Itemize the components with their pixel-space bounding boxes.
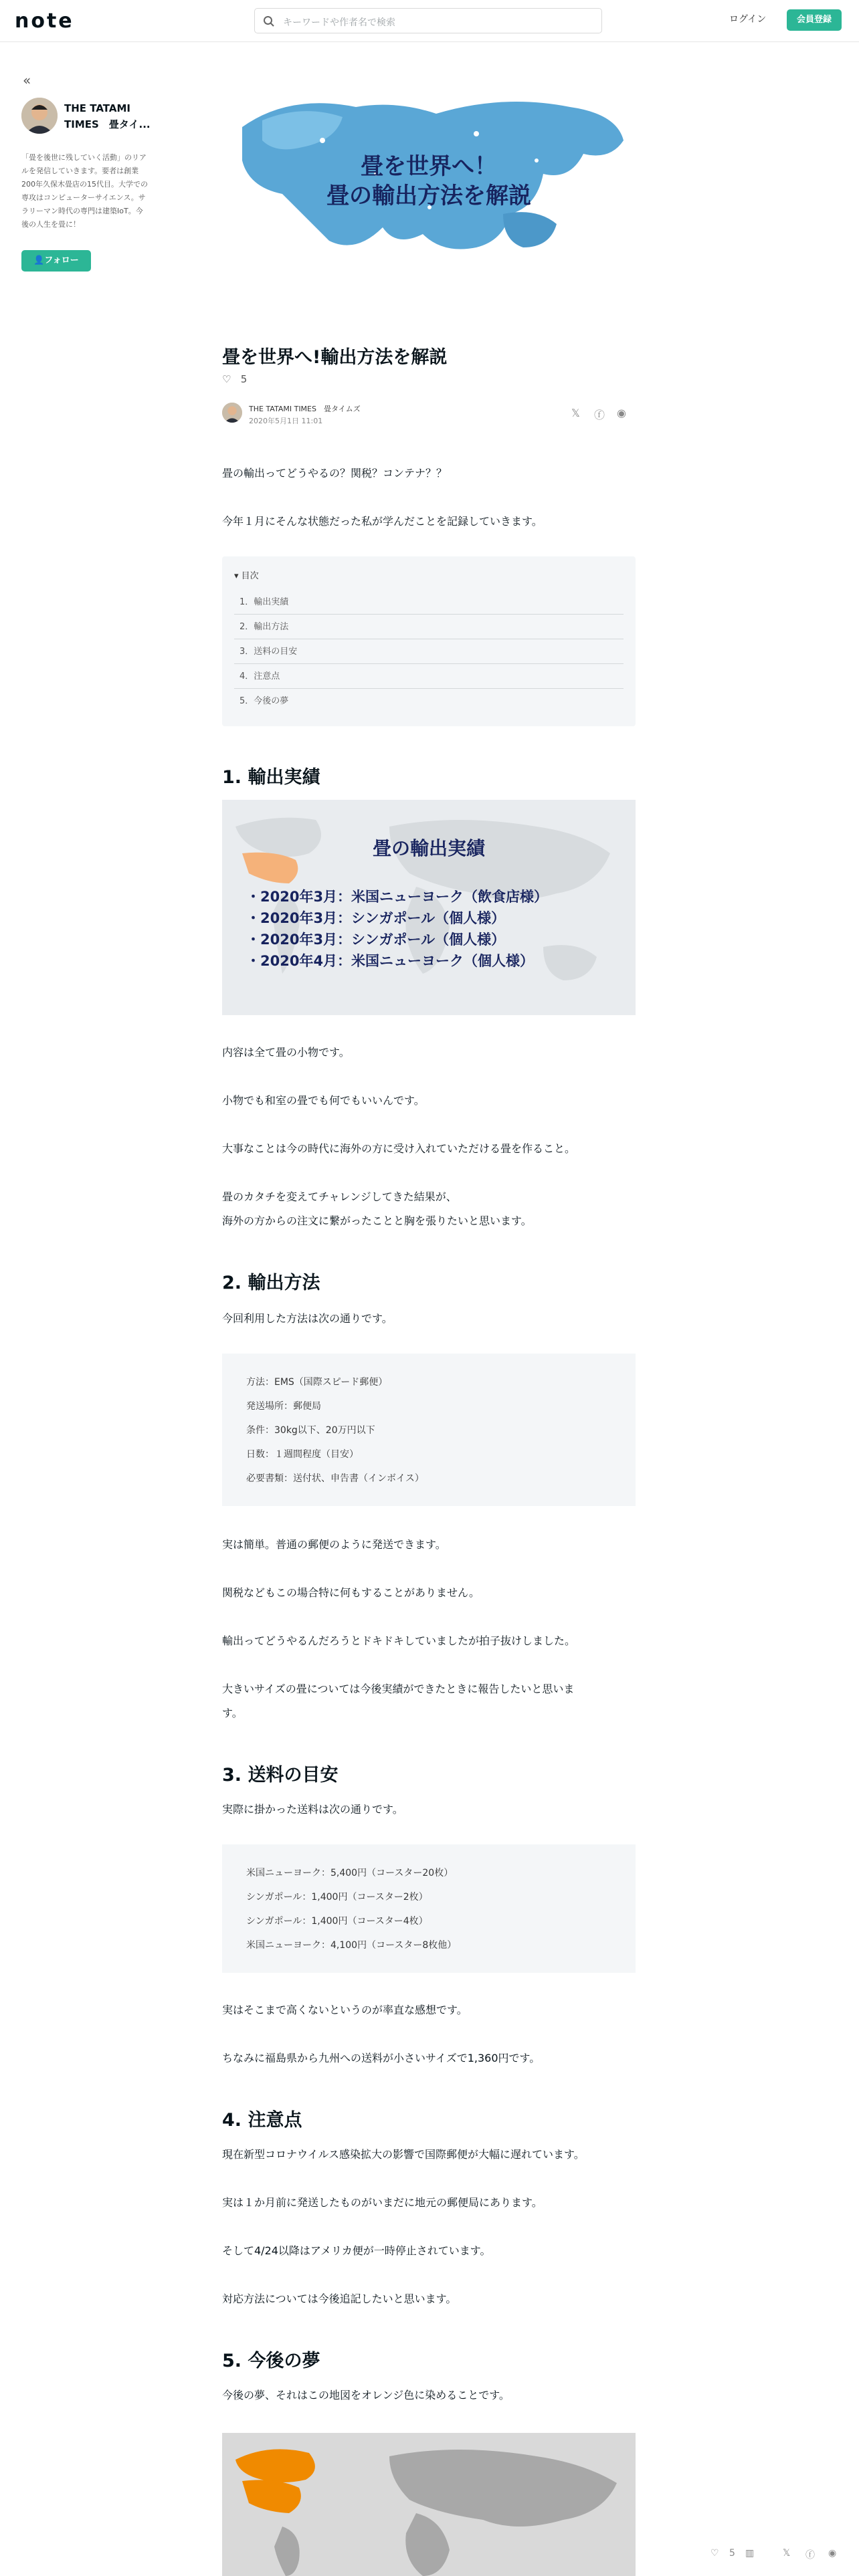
method-line: 日数：１週間程度（目安） <box>246 1449 359 1460</box>
s3-paragraph: 実はそこまで高くないというのが率直な感想です。 <box>222 2004 468 2016</box>
search-input[interactable] <box>254 8 602 33</box>
toc-item[interactable]: 2．輸出方法 <box>234 615 624 639</box>
export-record-line: ・2020年3月：シンガポール（個人様） <box>246 932 506 948</box>
x-share-icon[interactable]: 𝕏 <box>571 407 580 419</box>
login-link[interactable]: ログイン <box>729 14 767 25</box>
s2-paragraph: 大きいサイズの畳については今後実績ができたときに報告したいと思いま <box>222 1683 575 1695</box>
shipping-line: 米国ニューヨーク：5,400円（コースター20枚） <box>246 1868 454 1879</box>
s2-paragraph: 実は簡単。普通の郵便のように発送できます。 <box>222 1538 446 1551</box>
hero-line2: 畳の輸出方法を解説 <box>326 183 531 209</box>
hero-image <box>222 80 636 281</box>
section-5-heading: 5. 今後の夢 <box>222 2351 320 2371</box>
method-line: 条件：30kg以下、20万円以下 <box>246 1425 375 1436</box>
method-line: 必要書類：送付状、申告書（インボイス） <box>246 1473 424 1484</box>
intro-1: 畳の輸出ってどうやるの？関税？コンテナ？？ <box>222 467 448 479</box>
float-line-icon[interactable]: ◉ <box>828 2548 837 2559</box>
author-bio: 「畳を後世に残していく活動」のリアルを発信していきます。要者は創業200年久保木畳店の15代目。大学での専攻はコンピューターサイエンス。サラリーマン時代の専門は建築IoT。今後の人生を畳に！ <box>21 153 148 229</box>
export-record-title: 畳の輸出実績 <box>372 837 486 859</box>
export-record-line: ・2020年3月：米国ニューヨーク（飲食店様） <box>246 889 549 905</box>
float-heart-icon[interactable]: ♡ <box>710 2548 719 2559</box>
float-magazine-icon[interactable]: ▥ <box>745 2548 755 2559</box>
search-icon <box>263 15 275 27</box>
float-facebook-icon[interactable]: ⓕ <box>805 2550 815 2561</box>
section-1-heading: 1. 輸出実績 <box>222 767 320 788</box>
method-line: 発送場所：郵便局 <box>246 1401 321 1412</box>
toc-toggle[interactable]: ▾ 目次 <box>234 571 259 581</box>
author-avatar[interactable] <box>21 98 58 134</box>
search-placeholder: キーワードや作者名で検索 <box>283 17 395 28</box>
future-map-image <box>222 2433 636 2576</box>
facebook-share-icon[interactable]: ⓕ <box>594 409 605 421</box>
s4-paragraph: 対応方法については今後追記したいと思います。 <box>222 2292 457 2305</box>
follow-user-icon: 👤 <box>33 255 45 265</box>
table-of-contents <box>222 556 636 726</box>
like-count[interactable] <box>222 373 247 385</box>
toc-item[interactable]: 4．注意点 <box>234 664 624 689</box>
intro-2: 今年１月にそんな状態だった私が学んだことを記録していきます。 <box>222 515 543 528</box>
toc-title: 目次 <box>241 571 259 581</box>
s2-lead: 今回利用した方法は次の通りです。 <box>222 1312 393 1325</box>
like-count-value: 5 <box>240 373 248 385</box>
shipping-line: シンガポール：1,400円（コースター2枚） <box>246 1892 428 1903</box>
line-share-icon[interactable]: ◉ <box>617 407 626 419</box>
header <box>0 0 859 42</box>
toc-item[interactable]: 1．輸出実績 <box>234 590 624 615</box>
hero-line1: 畳を世界へ！ <box>361 153 497 180</box>
s5-lead: 今後の夢、それはこの地図をオレンジ色に染めることです。 <box>222 2389 510 2401</box>
meta-date: 2020年5月1日 11:01 <box>249 417 323 425</box>
method-box <box>222 1354 636 1506</box>
shipping-line: シンガポール：1,400円（コースター4枚） <box>246 1916 428 1927</box>
s1-paragraph: 畳のカタチを変えてチャレンジしてきた結果が、 <box>222 1190 457 1203</box>
export-record-line: ・2020年3月：シンガポール（個人様） <box>246 910 506 926</box>
article-title: 畳を世界へ!輸出方法を解説 <box>222 347 448 368</box>
section-3-heading: 3. 送料の目安 <box>222 1765 339 1786</box>
section-2-heading: 2. 輸出方法 <box>222 1273 320 1293</box>
meta-avatar[interactable] <box>222 403 242 423</box>
s4-paragraph: そして4/24以降はアメリカ便が一時停止されています。 <box>222 2244 491 2257</box>
author-name[interactable]: THE TATAMI TIMES 畳タイ... <box>64 102 151 130</box>
s2-paragraph: 輸出ってどうやるんだろうとドキドキしていましたが拍子抜けしました。 <box>222 1634 576 1647</box>
toc-item[interactable]: 3．送料の目安 <box>234 639 624 664</box>
meta-author[interactable]: THE TATAMI TIMES 畳タイムズ <box>249 405 361 413</box>
s4-paragraph: 現在新型コロナウイルス感染拡大の影響で国際郵便が大幅に遅れています。 <box>222 2148 585 2161</box>
follow-label: フォロー <box>44 255 79 265</box>
section-4-heading: 4. 注意点 <box>222 2110 302 2131</box>
s1-paragraph: 大事なことは今の時代に海外の方に受け入れていただける畳を作ること。 <box>222 1142 576 1155</box>
s3-paragraph: ちなみに福島県から九州への送料が小さいサイズで1,360円です。 <box>222 2052 541 2064</box>
s2-paragraph: す。 <box>222 1707 243 1719</box>
float-like-count: 5 <box>729 2548 735 2559</box>
heart-icon[interactable]: ♡ <box>222 373 231 385</box>
s3-lead: 実際に掛かった送料は次の通りです。 <box>222 1803 403 1816</box>
export-record-image <box>222 800 636 1015</box>
signup-button[interactable]: 会員登録 <box>787 9 842 31</box>
s1-paragraph: 海外の方からの注文に繋がったことと胸を張りたいと思います。 <box>222 1214 532 1227</box>
float-x-icon[interactable]: 𝕏 <box>783 2548 791 2559</box>
s4-paragraph: 実は１か月前に発送したものがいまだに地元の郵便局にあります。 <box>222 2196 543 2209</box>
shipping-cost-box <box>222 1844 636 1973</box>
toc-item[interactable]: 5．今後の夢 <box>240 696 289 706</box>
s1-paragraph: 内容は全て畳の小物です。 <box>222 1046 350 1059</box>
note-logo[interactable]: note <box>15 9 74 33</box>
export-record-line: ・2020年4月：米国ニューヨーク（個人様） <box>246 953 535 969</box>
collapse-sidebar-icon[interactable]: « <box>23 72 31 88</box>
method-line: 方法：EMS（国際スピード郵便） <box>246 1377 388 1388</box>
shipping-line: 米国ニューヨーク：4,100円（コースター8枚他） <box>246 1940 457 1951</box>
s2-paragraph: 関税などもこの場合特に何もすることがありません。 <box>222 1586 480 1599</box>
follow-button[interactable] <box>21 250 91 272</box>
s1-paragraph: 小物でも和室の畳でも何でもいいんです。 <box>222 1094 425 1107</box>
